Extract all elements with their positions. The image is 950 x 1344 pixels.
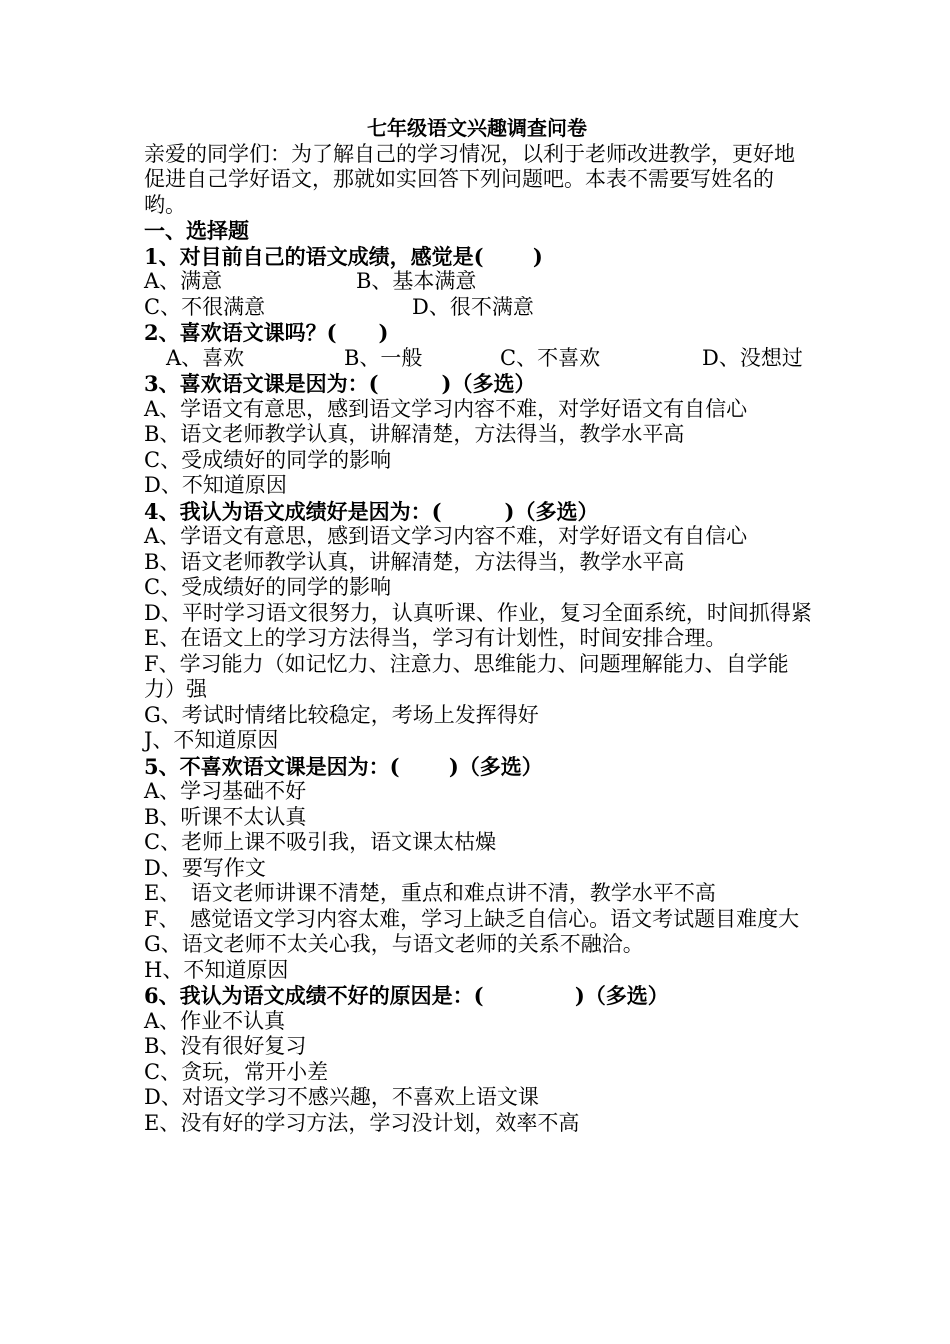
question-2-options xyxy=(144,346,814,372)
option-e: E、没有好的学习方法，学习没计划，效率不高 xyxy=(144,1110,580,1135)
intro-paragraph: 亲爱的同学们：为了解自己的学习情况，以利于老师改进教学，更好地促进自己学好语文，那就如实回答下列问题吧。本表不需要写姓名的哟。 xyxy=(144,141,795,217)
option-d: D、没想过 xyxy=(702,345,803,370)
option-d: D、平时学习语文很努力，认真听课、作业，复习全面系统，时间抓得紧 xyxy=(144,600,812,625)
option-c: C、老师上课不吸引我，语文课太枯燥 xyxy=(144,830,497,854)
option-c: C、贪玩，常开小差 xyxy=(144,1059,329,1084)
section-heading: 一、选择题 xyxy=(144,218,249,243)
question-1-options-row-1 xyxy=(144,269,814,295)
option-g: G、语文老师不太关心我，与语文老师的关系不融洽。 xyxy=(144,932,644,956)
option-b: B、语文老师教学认真，讲解清楚，方法得当，教学水平高 xyxy=(144,422,685,446)
option-a: A、作业不认真 xyxy=(144,1008,286,1033)
option-d: D、要写作文 xyxy=(144,855,266,880)
option-f: F、学习能力（如记忆力、注意力、思维能力、问题理解能力、自学能力）强 xyxy=(144,651,789,701)
option-b: B、一般 xyxy=(344,345,423,370)
question-6: 6、我认为语文成绩不好的原因是：( )（多选） xyxy=(144,983,669,1008)
option-c: C、不喜欢 xyxy=(500,345,601,370)
option-d: D、对语文学习不感兴趣，不喜欢上语文课 xyxy=(144,1085,539,1109)
option-e: E、 语文老师讲课不清楚，重点和难点讲不清，教学水平不高 xyxy=(144,881,716,905)
question-2: 2、喜欢语文课吗？( ) xyxy=(144,320,389,345)
survey-document xyxy=(144,116,814,1136)
option-j: J、不知道原因 xyxy=(144,728,279,752)
option-a: A、学语文有意思，感到语文学习内容不难，对学好语文有自信心 xyxy=(144,396,748,421)
option-d: D、不知道原因 xyxy=(144,473,287,497)
option-a: A、满意 xyxy=(144,269,223,293)
option-h: H、不知道原因 xyxy=(144,957,289,982)
question-3: 3、喜欢语文课是因为：( )（多选） xyxy=(144,371,536,396)
option-d: D、很不满意 xyxy=(412,294,534,319)
option-e: E、在语文上的学习方法得当，学习有计划性，时间安排合理。 xyxy=(144,626,727,650)
option-c: C、受成绩好的同学的影响 xyxy=(144,575,392,599)
option-b: B、语文老师教学认真，讲解清楚，方法得当，教学水平高 xyxy=(144,549,685,574)
question-5: 5、不喜欢语文课是因为：( )（多选） xyxy=(144,753,543,779)
question-1-options-row-2 xyxy=(144,295,814,321)
option-a: A、学语文有意思，感到语文学习内容不难，对学好语文有自信心 xyxy=(144,524,748,548)
option-c: C、受成绩好的同学的影响 xyxy=(144,447,392,472)
option-f: F、 感觉语文学习内容太难，学习上缺乏自信心。语文考试题目难度大 xyxy=(144,906,800,931)
option-g: G、考试时情绪比较稳定，考场上发挥得好 xyxy=(144,702,539,727)
option-b: B、没有很好复习 xyxy=(144,1034,307,1058)
question-4: 4、我认为语文成绩好是因为：( )（多选） xyxy=(144,498,599,524)
option-a: A、喜欢 xyxy=(166,345,245,370)
document-title: 七年级语文兴趣调查问卷 xyxy=(367,116,587,140)
option-c: C、不很满意 xyxy=(144,294,266,319)
option-a: A、学习基础不好 xyxy=(144,779,307,803)
option-b: B、基本满意 xyxy=(356,269,477,293)
question-1: 1、对目前自己的语文成绩，感觉是( ) xyxy=(144,243,543,269)
option-b: B、听课不太认真 xyxy=(144,804,307,829)
